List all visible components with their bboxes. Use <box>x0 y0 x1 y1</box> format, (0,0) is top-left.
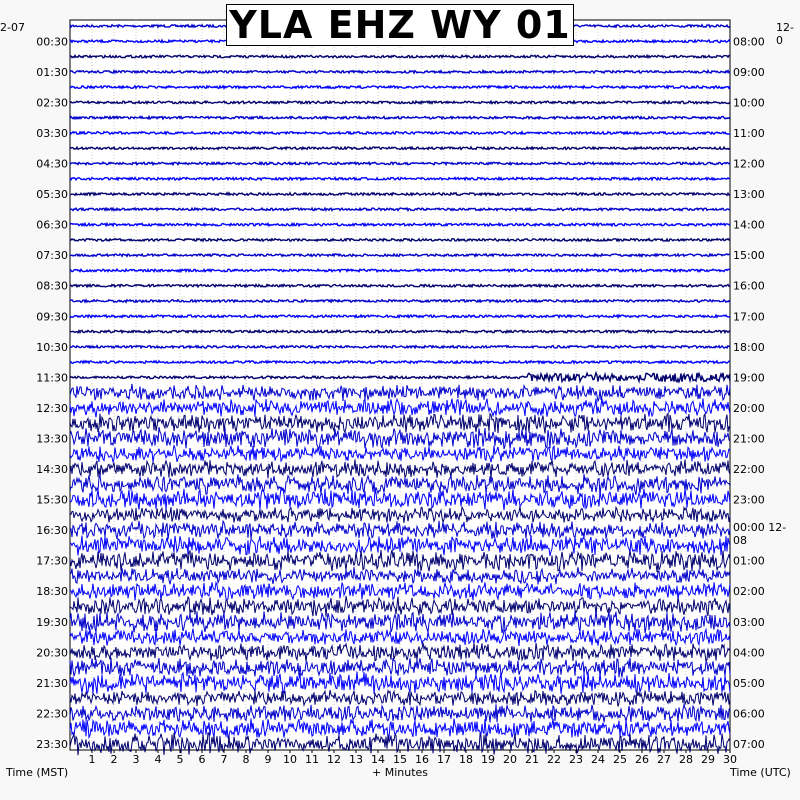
left-time-label: 12:30 <box>36 401 68 415</box>
left-time-label: 22:30 <box>36 707 68 721</box>
x-tick-label: 23 <box>569 753 583 766</box>
right-time-label: 10:00 <box>733 96 765 110</box>
x-tick-label: 30 <box>723 753 737 766</box>
x-tick-label: 28 <box>679 753 693 766</box>
right-time-label: 09:00 <box>733 65 765 79</box>
x-tick-label: 27 <box>657 753 671 766</box>
x-tick-label: 29 <box>701 753 715 766</box>
right-axis-label: Time (UTC) <box>730 766 791 779</box>
x-tick-label: 17 <box>437 753 451 766</box>
right-time-label: 15:00 <box>733 249 765 263</box>
x-tick-label: 2 <box>110 753 118 766</box>
x-tick-label: 25 <box>613 753 627 766</box>
left-axis-label: Time (MST) <box>6 766 69 779</box>
left-time-label: 04:30 <box>36 157 68 171</box>
right-time-label: 06:00 <box>733 707 765 721</box>
right-time-label: 03:00 <box>733 615 765 629</box>
left-time-label: 17:30 <box>36 554 68 568</box>
right-date-label: 12-0 <box>776 21 794 47</box>
right-time-label: 19:00 <box>733 371 765 385</box>
chart-title: YLA EHZ WY 01 <box>226 4 574 46</box>
right-time-label: 02:00 <box>733 585 765 599</box>
right-time-label: 11:00 <box>733 126 765 140</box>
x-tick-label: 18 <box>459 753 473 766</box>
left-time-label: 11:30 <box>36 371 68 385</box>
x-tick-label: 19 <box>481 753 495 766</box>
left-time-label: 08:30 <box>36 279 68 293</box>
right-time-label: 12:00 <box>733 157 765 171</box>
x-tick-label: 12 <box>327 753 341 766</box>
right-time-label: 18:00 <box>733 340 765 354</box>
x-tick-label: 1 <box>88 753 96 766</box>
x-tick-label: 14 <box>371 753 385 766</box>
left-date-label: 2-07 <box>0 21 25 34</box>
left-time-label: 20:30 <box>36 646 68 660</box>
x-tick-label: 26 <box>635 753 649 766</box>
x-tick-label: 3 <box>132 753 140 766</box>
x-tick-label: 10 <box>283 753 297 766</box>
right-time-label: 20:00 <box>733 401 765 415</box>
right-time-label: 21:00 <box>733 432 765 446</box>
left-time-label: 23:30 <box>36 738 68 751</box>
left-time-label: 00:30 <box>36 35 68 49</box>
right-time-label: 13:00 <box>733 188 765 202</box>
right-time-label: 17:00 <box>733 310 765 324</box>
left-time-label: 03:30 <box>36 126 68 140</box>
left-time-label: 01:30 <box>36 65 68 79</box>
left-time-label: 02:30 <box>36 96 68 110</box>
right-time-label: 07:00 <box>733 738 765 751</box>
x-tick-label: 6 <box>198 753 206 766</box>
x-tick-label: 16 <box>415 753 429 766</box>
x-tick-label: 20 <box>503 753 517 766</box>
x-axis-label: + Minutes <box>371 766 428 779</box>
left-time-label: 19:30 <box>36 615 68 629</box>
left-time-label: 18:30 <box>36 585 68 599</box>
left-time-label: 16:30 <box>36 524 68 538</box>
left-time-label: 07:30 <box>36 249 68 263</box>
x-tick-label: 4 <box>154 753 162 766</box>
x-tick-label: 5 <box>176 753 184 766</box>
x-tick-label: 8 <box>242 753 250 766</box>
right-time-label: 05:00 <box>733 676 765 690</box>
x-tick-label: 15 <box>393 753 407 766</box>
right-time-label: 14:00 <box>733 218 765 232</box>
x-tick-label: 24 <box>591 753 605 766</box>
right-time-label: 08:00 <box>733 35 765 49</box>
left-time-label: 09:30 <box>36 310 68 324</box>
right-time-label: 23:00 <box>733 493 765 507</box>
x-tick-label: 7 <box>220 753 228 766</box>
left-time-label: 21:30 <box>36 676 68 690</box>
right-time-label: 22:00 <box>733 463 765 477</box>
right-time-label: 16:00 <box>733 279 765 293</box>
right-time-label: 01:00 <box>733 554 765 568</box>
x-tick-label: 11 <box>305 753 319 766</box>
right-time-label: 04:00 <box>733 646 765 660</box>
x-tick-label: 13 <box>349 753 363 766</box>
x-tick-label: 22 <box>547 753 561 766</box>
left-time-label: 05:30 <box>36 188 68 202</box>
left-time-label: 13:30 <box>36 432 68 446</box>
right-midnight-label: 00:00 12-08 <box>733 521 787 547</box>
left-time-label: 06:30 <box>36 218 68 232</box>
left-time-label: 15:30 <box>36 493 68 507</box>
x-tick-label: 9 <box>264 753 272 766</box>
x-tick-label: 21 <box>525 753 539 766</box>
left-time-label: 10:30 <box>36 340 68 354</box>
left-time-label: 14:30 <box>36 463 68 477</box>
